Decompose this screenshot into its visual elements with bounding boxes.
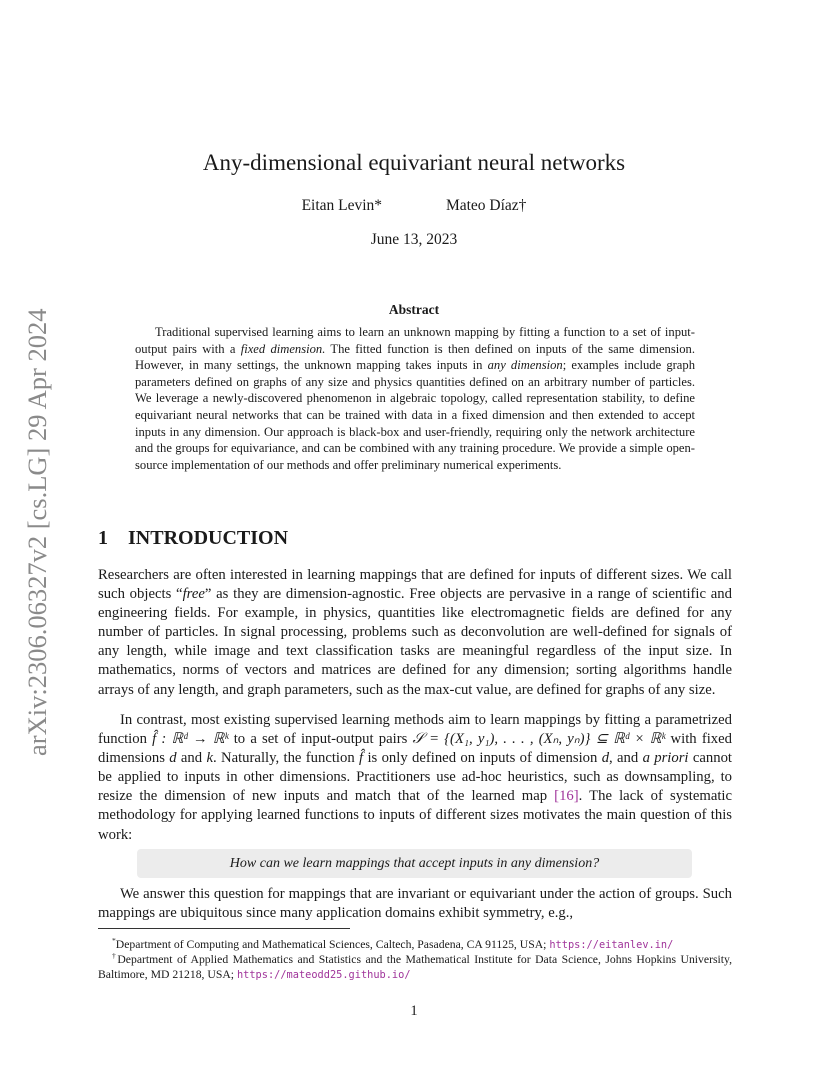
paragraph-text: cannot be applied to inputs in other dimensions. Practitioners use ad-hoc heuristics, such as downsampling, to resize the dimension of new inputs and match that of the learned map — [98, 750, 732, 805]
paragraph-text: ” as they are dimension-agnostic. Free objects are pervasive in a range of scientific and engineering fields. For example, in physics, quantities like electromagnetic fields are defined for any number of particles. In signal processing, problems such as deconvolution are well-defined for signals of any length, while image and text classification tasks are meaningful regardless of the input size. In mathematics, norms of vectors and matrices are defined for any dimension; sorting algorithms handle arrays of any length, and graph parameters, such as the max-cut value, are defined for graphs of any size. — [98, 586, 732, 698]
author-list — [0, 197, 828, 215]
paragraph-emphasis: a priori — [642, 750, 689, 767]
abstract-body — [135, 324, 695, 473]
paragraph-text: . Naturally, the function — [212, 750, 360, 767]
paragraph-text: . The lack of systematic methodology for applying learned functions to inputs of different sizes motivates the main question of this work: — [98, 788, 733, 843]
abstract-text: ; examples include graph parameters defined on graphs of any size and physics quantities defined on an arbitrary number of particles. We leverage a newly-discovered phenomenon in algebraic topology, called representation stability, to define equivariant neural networks that can be trained with data in a fixed dimension and then extended to accept inputs in any dimension. Our approach is black-box and user-friendly, requiring only the network architecture and the groups for equivariance, and can be combined with any training procedure. We provide a simple open-source implementation of our methods and offer preliminary numerical experiments. — [135, 358, 695, 472]
footnote-url-link[interactable]: https://mateodd25.github.io/ — [236, 969, 411, 982]
intro-paragraph-3 — [98, 885, 732, 923]
abstract-emphasis: any dimension — [487, 358, 563, 373]
footnote-divider — [98, 928, 350, 929]
abstract-emphasis: fixed dimension. — [240, 341, 326, 356]
footnote-2 — [98, 948, 732, 984]
abstract-heading: Abstract — [388, 302, 440, 317]
footnote-mark: † — [112, 951, 118, 960]
paragraph-text: Researchers are often interested in learning mappings that are defined for inputs of different sizes. We call such objects “ — [98, 567, 732, 603]
intro-paragraph-2 — [98, 711, 732, 845]
author-1: Eitan Levin* — [301, 197, 383, 214]
paragraph-text: with fixed dimensions — [98, 731, 733, 767]
math-inline: f̂ — [359, 750, 364, 767]
math-inline: k — [206, 750, 213, 767]
paper-title: Any-dimensional equivariant neural networks — [202, 150, 626, 175]
math-inline: d — [601, 750, 610, 767]
research-question-box: How can we learn mappings that accept inputs in any dimension? — [137, 849, 692, 878]
paragraph-text: In contrast, most existing supervised learning methods aim to learn mappings by fitting a parametrized function — [98, 712, 732, 748]
abstract-text: The fitted function is then defined on inputs of the same dimension. However, in many settings, the unknown mapping takes inputs in — [135, 341, 695, 373]
section-heading — [98, 527, 288, 550]
paragraph-emphasis: free — [182, 586, 205, 603]
footnote-text: Department of Applied Mathematics and Statistics and the Mathematical Institute for Data Science, Johns Hopkins University, Baltimore, MD 21218, USA; — [98, 952, 733, 982]
paper-date: June 13, 2023 — [370, 231, 458, 248]
footnote-url-link[interactable]: https://eitanlev.in/ — [549, 938, 674, 951]
math-inline: f̂ : ℝᵈ → ℝᵏ — [152, 731, 229, 748]
paragraph-text: , and — [609, 750, 643, 767]
intro-paragraph-1 — [98, 566, 732, 700]
arxiv-stamp-text: arXiv:2306.06327v2 [cs.LG] 29 Apr 2024 — [22, 308, 52, 756]
page-number: 1 — [410, 1003, 418, 1019]
author-2: Mateo Díaz† — [445, 197, 527, 214]
math-inline: d — [169, 750, 177, 767]
section-number: 1 — [98, 527, 108, 549]
arxiv-side-stamp — [16, 290, 56, 760]
paragraph-text: is only defined on inputs of dimension — [363, 750, 602, 767]
footnote-mark: * — [112, 936, 116, 945]
paragraph-text: We answer this question for mappings that are invariant or equivariant under the action of groups. Such mappings are ubiquitous since many application domains exhibit symmetry, e.g., — [98, 886, 732, 922]
abstract-text: Traditional supervised learning aims to learn an unknown mapping by fitting a function to a set of input-output pairs with a — [135, 325, 695, 356]
footnote-text: Department of Computing and Mathematical Sciences, Caltech, Pasadena, CA 91125, USA; — [115, 937, 550, 951]
paragraph-text: to a set of input-output pairs — [228, 731, 413, 748]
section-title: INTRODUCTION — [128, 527, 289, 549]
math-inline: 𝒮 = {(X₁, y₁), . . . , (Xₙ, yₙ)} ⊆ ℝᵈ × ℝᵏ — [412, 731, 666, 748]
paragraph-text: and — [176, 750, 207, 767]
citation-link[interactable]: [16] — [554, 788, 579, 805]
